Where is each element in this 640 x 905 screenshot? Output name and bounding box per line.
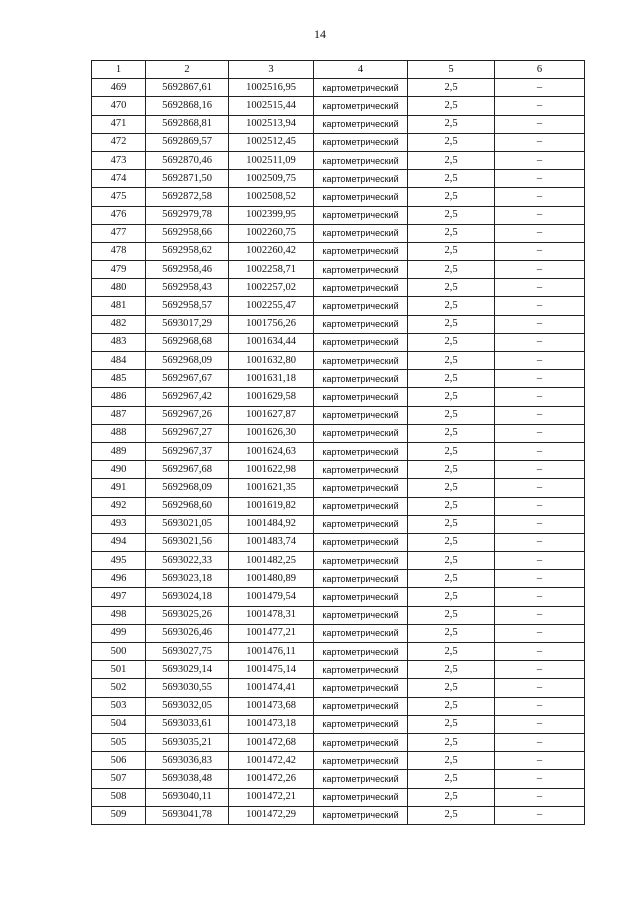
column-header: 2 xyxy=(146,61,229,79)
method-cell: картометрический xyxy=(314,170,408,188)
accuracy-cell: 2,5 xyxy=(408,424,495,442)
y-coordinate-cell: 1002399,95 xyxy=(229,206,314,224)
method-cell: картометрический xyxy=(314,588,408,606)
x-coordinate-cell: 5693040,11 xyxy=(146,788,229,806)
accuracy-cell: 2,5 xyxy=(408,697,495,715)
x-coordinate-cell: 5693036,83 xyxy=(146,752,229,770)
y-coordinate-cell: 1002508,52 xyxy=(229,188,314,206)
note-cell: – xyxy=(495,624,585,642)
y-coordinate-cell: 1001631,18 xyxy=(229,370,314,388)
note-cell: – xyxy=(495,552,585,570)
point-number-cell: 508 xyxy=(92,788,146,806)
y-coordinate-cell: 1002509,75 xyxy=(229,170,314,188)
x-coordinate-cell: 5692868,16 xyxy=(146,97,229,115)
method-cell: картометрический xyxy=(314,679,408,697)
y-coordinate-cell: 1001624,63 xyxy=(229,442,314,460)
method-cell: картометрический xyxy=(314,697,408,715)
point-number-cell: 484 xyxy=(92,352,146,370)
method-cell: картометрический xyxy=(314,188,408,206)
method-cell: картометрический xyxy=(314,297,408,315)
y-coordinate-cell: 1001472,29 xyxy=(229,806,314,824)
table-row xyxy=(92,624,585,642)
y-coordinate-cell: 1001478,31 xyxy=(229,606,314,624)
x-coordinate-cell: 5693041,78 xyxy=(146,806,229,824)
x-coordinate-cell: 5693038,48 xyxy=(146,770,229,788)
point-number-cell: 496 xyxy=(92,570,146,588)
accuracy-cell: 2,5 xyxy=(408,224,495,242)
y-coordinate-cell: 1001621,35 xyxy=(229,479,314,497)
point-number-cell: 491 xyxy=(92,479,146,497)
x-coordinate-cell: 5692958,46 xyxy=(146,261,229,279)
table-row xyxy=(92,352,585,370)
page-number: 14 xyxy=(314,27,326,41)
note-cell: – xyxy=(495,497,585,515)
accuracy-cell: 2,5 xyxy=(408,515,495,533)
x-coordinate-cell: 5693017,29 xyxy=(146,315,229,333)
note-cell: – xyxy=(495,515,585,533)
accuracy-cell: 2,5 xyxy=(408,606,495,624)
method-cell: картометрический xyxy=(314,806,408,824)
accuracy-cell: 2,5 xyxy=(408,261,495,279)
y-coordinate-cell: 1001627,87 xyxy=(229,406,314,424)
accuracy-cell: 2,5 xyxy=(408,297,495,315)
accuracy-cell: 2,5 xyxy=(408,406,495,424)
x-coordinate-cell: 5693029,14 xyxy=(146,661,229,679)
method-cell: картометрический xyxy=(314,151,408,169)
x-coordinate-cell: 5692979,78 xyxy=(146,206,229,224)
point-number-cell: 495 xyxy=(92,552,146,570)
note-cell: – xyxy=(495,461,585,479)
point-number-cell: 493 xyxy=(92,515,146,533)
table-row xyxy=(92,297,585,315)
table-row xyxy=(92,479,585,497)
y-coordinate-cell: 1001474,41 xyxy=(229,679,314,697)
note-cell: – xyxy=(495,279,585,297)
table-row xyxy=(92,388,585,406)
note-cell: – xyxy=(495,643,585,661)
accuracy-cell: 2,5 xyxy=(408,79,495,97)
accuracy-cell: 2,5 xyxy=(408,279,495,297)
x-coordinate-cell: 5693033,61 xyxy=(146,715,229,733)
y-coordinate-cell: 1001472,42 xyxy=(229,752,314,770)
method-cell: картометрический xyxy=(314,461,408,479)
y-coordinate-cell: 1001477,21 xyxy=(229,624,314,642)
method-cell: картометрический xyxy=(314,752,408,770)
table-row xyxy=(92,97,585,115)
y-coordinate-cell: 1002258,71 xyxy=(229,261,314,279)
note-cell: – xyxy=(495,661,585,679)
note-cell: – xyxy=(495,715,585,733)
y-coordinate-cell: 1001472,21 xyxy=(229,788,314,806)
accuracy-cell: 2,5 xyxy=(408,333,495,351)
x-coordinate-cell: 5692967,27 xyxy=(146,424,229,442)
accuracy-cell: 2,5 xyxy=(408,115,495,133)
note-cell: – xyxy=(495,242,585,260)
table-row xyxy=(92,588,585,606)
point-number-cell: 482 xyxy=(92,315,146,333)
table-row xyxy=(92,770,585,788)
note-cell: – xyxy=(495,352,585,370)
method-cell: картометрический xyxy=(314,570,408,588)
table-row xyxy=(92,442,585,460)
x-coordinate-cell: 5692968,68 xyxy=(146,333,229,351)
point-number-cell: 507 xyxy=(92,770,146,788)
y-coordinate-cell: 1002513,94 xyxy=(229,115,314,133)
point-number-cell: 478 xyxy=(92,242,146,260)
method-cell: картометрический xyxy=(314,497,408,515)
y-coordinate-cell: 1001472,68 xyxy=(229,733,314,751)
point-number-cell: 494 xyxy=(92,533,146,551)
accuracy-cell: 2,5 xyxy=(408,242,495,260)
y-coordinate-cell: 1002260,42 xyxy=(229,242,314,260)
accuracy-cell: 2,5 xyxy=(408,479,495,497)
y-coordinate-cell: 1001482,25 xyxy=(229,552,314,570)
table-row xyxy=(92,115,585,133)
point-number-cell: 492 xyxy=(92,497,146,515)
method-cell: картометрический xyxy=(314,352,408,370)
note-cell: – xyxy=(495,806,585,824)
table-row xyxy=(92,151,585,169)
accuracy-cell: 2,5 xyxy=(408,461,495,479)
method-cell: картометрический xyxy=(314,370,408,388)
y-coordinate-cell: 1002260,75 xyxy=(229,224,314,242)
table-row xyxy=(92,224,585,242)
method-cell: картометрический xyxy=(314,406,408,424)
method-cell: картометрический xyxy=(314,770,408,788)
table-row xyxy=(92,715,585,733)
method-cell: картометрический xyxy=(314,79,408,97)
x-coordinate-cell: 5693026,46 xyxy=(146,624,229,642)
column-header: 3 xyxy=(229,61,314,79)
table-row xyxy=(92,242,585,260)
y-coordinate-cell: 1002516,95 xyxy=(229,79,314,97)
y-coordinate-cell: 1002255,47 xyxy=(229,297,314,315)
accuracy-cell: 2,5 xyxy=(408,570,495,588)
note-cell: – xyxy=(495,533,585,551)
method-cell: картометрический xyxy=(314,424,408,442)
y-coordinate-cell: 1001756,26 xyxy=(229,315,314,333)
point-number-cell: 497 xyxy=(92,588,146,606)
method-cell: картометрический xyxy=(314,315,408,333)
method-cell: картометрический xyxy=(314,133,408,151)
point-number-cell: 503 xyxy=(92,697,146,715)
table-row xyxy=(92,461,585,479)
point-number-cell: 509 xyxy=(92,806,146,824)
table-row xyxy=(92,552,585,570)
method-cell: картометрический xyxy=(314,279,408,297)
method-cell: картометрический xyxy=(314,661,408,679)
y-coordinate-cell: 1001473,68 xyxy=(229,697,314,715)
method-cell: картометрический xyxy=(314,224,408,242)
accuracy-cell: 2,5 xyxy=(408,788,495,806)
table-row xyxy=(92,752,585,770)
table-row xyxy=(92,406,585,424)
table-row xyxy=(92,515,585,533)
accuracy-cell: 2,5 xyxy=(408,643,495,661)
method-cell: картометрический xyxy=(314,261,408,279)
table-row xyxy=(92,279,585,297)
y-coordinate-cell: 1001479,54 xyxy=(229,588,314,606)
table-row xyxy=(92,679,585,697)
method-cell: картометрический xyxy=(314,552,408,570)
x-coordinate-cell: 5693021,56 xyxy=(146,533,229,551)
x-coordinate-cell: 5693022,33 xyxy=(146,552,229,570)
point-number-cell: 490 xyxy=(92,461,146,479)
accuracy-cell: 2,5 xyxy=(408,352,495,370)
x-coordinate-cell: 5693027,75 xyxy=(146,643,229,661)
note-cell: – xyxy=(495,151,585,169)
table-row xyxy=(92,570,585,588)
accuracy-cell: 2,5 xyxy=(408,188,495,206)
note-cell: – xyxy=(495,170,585,188)
x-coordinate-cell: 5692968,09 xyxy=(146,479,229,497)
table-row xyxy=(92,188,585,206)
coordinates-table xyxy=(91,60,585,825)
y-coordinate-cell: 1001475,14 xyxy=(229,661,314,679)
note-cell: – xyxy=(495,788,585,806)
method-cell: картометрический xyxy=(314,643,408,661)
accuracy-cell: 2,5 xyxy=(408,170,495,188)
point-number-cell: 488 xyxy=(92,424,146,442)
method-cell: картометрический xyxy=(314,479,408,497)
accuracy-cell: 2,5 xyxy=(408,370,495,388)
accuracy-cell: 2,5 xyxy=(408,661,495,679)
note-cell: – xyxy=(495,697,585,715)
x-coordinate-cell: 5693023,18 xyxy=(146,570,229,588)
point-number-cell: 499 xyxy=(92,624,146,642)
note-cell: – xyxy=(495,224,585,242)
note-cell: – xyxy=(495,424,585,442)
x-coordinate-cell: 5692867,61 xyxy=(146,79,229,97)
note-cell: – xyxy=(495,570,585,588)
point-number-cell: 479 xyxy=(92,261,146,279)
method-cell: картометрический xyxy=(314,624,408,642)
table-header-row xyxy=(92,61,585,79)
x-coordinate-cell: 5692967,26 xyxy=(146,406,229,424)
y-coordinate-cell: 1001634,44 xyxy=(229,333,314,351)
accuracy-cell: 2,5 xyxy=(408,806,495,824)
x-coordinate-cell: 5692968,09 xyxy=(146,352,229,370)
y-coordinate-cell: 1001483,74 xyxy=(229,533,314,551)
y-coordinate-cell: 1001622,98 xyxy=(229,461,314,479)
point-number-cell: 500 xyxy=(92,643,146,661)
note-cell: – xyxy=(495,79,585,97)
note-cell: – xyxy=(495,206,585,224)
y-coordinate-cell: 1001619,82 xyxy=(229,497,314,515)
x-coordinate-cell: 5693030,55 xyxy=(146,679,229,697)
note-cell: – xyxy=(495,261,585,279)
y-coordinate-cell: 1001629,58 xyxy=(229,388,314,406)
point-number-cell: 474 xyxy=(92,170,146,188)
point-number-cell: 472 xyxy=(92,133,146,151)
note-cell: – xyxy=(495,606,585,624)
note-cell: – xyxy=(495,752,585,770)
point-number-cell: 506 xyxy=(92,752,146,770)
accuracy-cell: 2,5 xyxy=(408,733,495,751)
table-row xyxy=(92,697,585,715)
note-cell: – xyxy=(495,406,585,424)
method-cell: картометрический xyxy=(314,515,408,533)
method-cell: картометрический xyxy=(314,788,408,806)
note-cell: – xyxy=(495,315,585,333)
point-number-cell: 469 xyxy=(92,79,146,97)
table-row xyxy=(92,497,585,515)
note-cell: – xyxy=(495,733,585,751)
point-number-cell: 502 xyxy=(92,679,146,697)
point-number-cell: 501 xyxy=(92,661,146,679)
method-cell: картометрический xyxy=(314,115,408,133)
method-cell: картометрический xyxy=(314,388,408,406)
accuracy-cell: 2,5 xyxy=(408,588,495,606)
note-cell: – xyxy=(495,297,585,315)
y-coordinate-cell: 1001626,30 xyxy=(229,424,314,442)
point-number-cell: 487 xyxy=(92,406,146,424)
x-coordinate-cell: 5692870,46 xyxy=(146,151,229,169)
accuracy-cell: 2,5 xyxy=(408,206,495,224)
table-row xyxy=(92,79,585,97)
note-cell: – xyxy=(495,133,585,151)
note-cell: – xyxy=(495,479,585,497)
accuracy-cell: 2,5 xyxy=(408,442,495,460)
x-coordinate-cell: 5692958,66 xyxy=(146,224,229,242)
x-coordinate-cell: 5692958,57 xyxy=(146,297,229,315)
x-coordinate-cell: 5692958,62 xyxy=(146,242,229,260)
point-number-cell: 470 xyxy=(92,97,146,115)
x-coordinate-cell: 5692871,50 xyxy=(146,170,229,188)
table-row xyxy=(92,788,585,806)
method-cell: картометрический xyxy=(314,442,408,460)
x-coordinate-cell: 5692869,57 xyxy=(146,133,229,151)
x-coordinate-cell: 5692967,68 xyxy=(146,461,229,479)
x-coordinate-cell: 5693024,18 xyxy=(146,588,229,606)
method-cell: картометрический xyxy=(314,606,408,624)
table-row xyxy=(92,424,585,442)
point-number-cell: 477 xyxy=(92,224,146,242)
method-cell: картометрический xyxy=(314,97,408,115)
table-row xyxy=(92,733,585,751)
note-cell: – xyxy=(495,188,585,206)
x-coordinate-cell: 5693025,26 xyxy=(146,606,229,624)
y-coordinate-cell: 1001484,92 xyxy=(229,515,314,533)
point-number-cell: 498 xyxy=(92,606,146,624)
y-coordinate-cell: 1002515,44 xyxy=(229,97,314,115)
point-number-cell: 483 xyxy=(92,333,146,351)
table-row xyxy=(92,261,585,279)
table-row xyxy=(92,170,585,188)
note-cell: – xyxy=(495,388,585,406)
table-row xyxy=(92,643,585,661)
y-coordinate-cell: 1002512,45 xyxy=(229,133,314,151)
table-row xyxy=(92,333,585,351)
table-row xyxy=(92,370,585,388)
x-coordinate-cell: 5692968,60 xyxy=(146,497,229,515)
point-number-cell: 486 xyxy=(92,388,146,406)
point-number-cell: 475 xyxy=(92,188,146,206)
column-header: 1 xyxy=(92,61,146,79)
column-header: 4 xyxy=(314,61,408,79)
method-cell: картометрический xyxy=(314,715,408,733)
column-header: 5 xyxy=(408,61,495,79)
y-coordinate-cell: 1001480,89 xyxy=(229,570,314,588)
accuracy-cell: 2,5 xyxy=(408,533,495,551)
accuracy-cell: 2,5 xyxy=(408,552,495,570)
x-coordinate-cell: 5692872,58 xyxy=(146,188,229,206)
accuracy-cell: 2,5 xyxy=(408,388,495,406)
note-cell: – xyxy=(495,679,585,697)
point-number-cell: 473 xyxy=(92,151,146,169)
x-coordinate-cell: 5693032,05 xyxy=(146,697,229,715)
table-body xyxy=(92,79,585,825)
accuracy-cell: 2,5 xyxy=(408,151,495,169)
point-number-cell: 485 xyxy=(92,370,146,388)
x-coordinate-cell: 5692958,43 xyxy=(146,279,229,297)
method-cell: картометрический xyxy=(314,242,408,260)
table-row xyxy=(92,606,585,624)
method-cell: картометрический xyxy=(314,533,408,551)
y-coordinate-cell: 1002511,09 xyxy=(229,151,314,169)
point-number-cell: 489 xyxy=(92,442,146,460)
table-row xyxy=(92,206,585,224)
method-cell: картометрический xyxy=(314,333,408,351)
note-cell: – xyxy=(495,442,585,460)
table-row xyxy=(92,133,585,151)
point-number-cell: 476 xyxy=(92,206,146,224)
accuracy-cell: 2,5 xyxy=(408,133,495,151)
y-coordinate-cell: 1002257,02 xyxy=(229,279,314,297)
x-coordinate-cell: 5693035,21 xyxy=(146,733,229,751)
method-cell: картометрический xyxy=(314,206,408,224)
accuracy-cell: 2,5 xyxy=(408,97,495,115)
table-row xyxy=(92,661,585,679)
table-row xyxy=(92,315,585,333)
method-cell: картометрический xyxy=(314,733,408,751)
y-coordinate-cell: 1001632,80 xyxy=(229,352,314,370)
accuracy-cell: 2,5 xyxy=(408,770,495,788)
accuracy-cell: 2,5 xyxy=(408,752,495,770)
y-coordinate-cell: 1001472,26 xyxy=(229,770,314,788)
note-cell: – xyxy=(495,333,585,351)
table-row xyxy=(92,533,585,551)
point-number-cell: 471 xyxy=(92,115,146,133)
column-header: 6 xyxy=(495,61,585,79)
point-number-cell: 481 xyxy=(92,297,146,315)
point-number-cell: 504 xyxy=(92,715,146,733)
point-number-cell: 505 xyxy=(92,733,146,751)
x-coordinate-cell: 5693021,05 xyxy=(146,515,229,533)
y-coordinate-cell: 1001473,18 xyxy=(229,715,314,733)
x-coordinate-cell: 5692967,37 xyxy=(146,442,229,460)
accuracy-cell: 2,5 xyxy=(408,679,495,697)
accuracy-cell: 2,5 xyxy=(408,315,495,333)
x-coordinate-cell: 5692967,42 xyxy=(146,388,229,406)
accuracy-cell: 2,5 xyxy=(408,715,495,733)
x-coordinate-cell: 5692868,81 xyxy=(146,115,229,133)
note-cell: – xyxy=(495,97,585,115)
table-row xyxy=(92,806,585,824)
accuracy-cell: 2,5 xyxy=(408,624,495,642)
note-cell: – xyxy=(495,588,585,606)
note-cell: – xyxy=(495,115,585,133)
note-cell: – xyxy=(495,770,585,788)
y-coordinate-cell: 1001476,11 xyxy=(229,643,314,661)
accuracy-cell: 2,5 xyxy=(408,497,495,515)
point-number-cell: 480 xyxy=(92,279,146,297)
x-coordinate-cell: 5692967,67 xyxy=(146,370,229,388)
note-cell: – xyxy=(495,370,585,388)
